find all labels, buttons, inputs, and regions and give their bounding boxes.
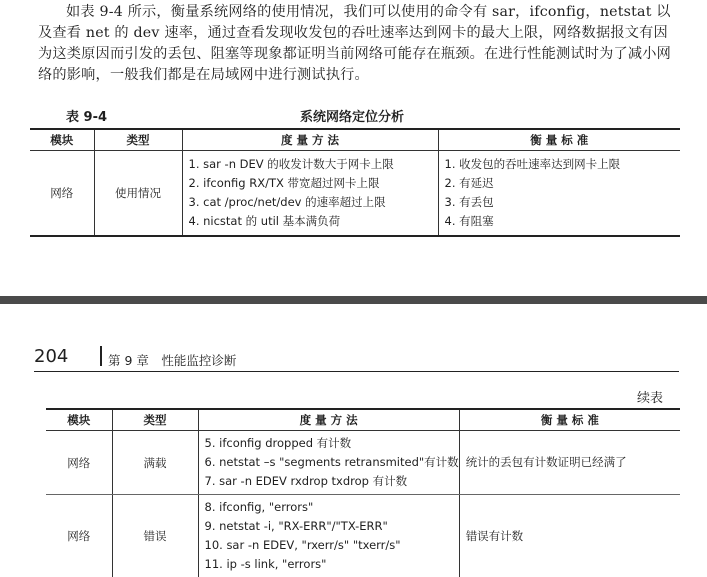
network-analysis-table	[30, 128, 680, 237]
standard-item: 1. 收发包的吞吐速率达到网卡上限	[439, 155, 681, 174]
chapter-title: 第 9 章 性能监控诊断	[108, 351, 236, 369]
page-divider	[0, 296, 707, 304]
method-item: 3. cat /proc/net/dev 的速率超过上限	[183, 193, 438, 212]
method-item: 6. netstat –s "segments retransmited"有计数	[199, 453, 459, 472]
cell-methods	[198, 495, 459, 577]
standard-text: 统计的丢包有计数证明已经满了	[460, 453, 680, 472]
method-item: 10. sar -n EDEV, "rxerr/s" "txerr/s"	[199, 536, 459, 555]
method-item: 2. ifconfig RX/TX 带宽超过网卡上限	[183, 174, 438, 193]
table-header-row	[30, 129, 680, 151]
table-label: 表 9-4	[66, 106, 107, 125]
header-type: 类型	[94, 129, 182, 151]
cell-standard	[459, 495, 680, 577]
table-header-row	[46, 409, 680, 431]
method-item: 11. ip -s link, "errors"	[199, 555, 459, 574]
method-item: 1. sar -n DEV 的收发计数大于网卡上限	[183, 155, 438, 174]
cell-module: 网络	[46, 495, 112, 577]
header-rule	[34, 371, 679, 372]
cell-methods	[198, 431, 459, 495]
cell-type: 使用情况	[94, 151, 182, 237]
header-standard: 衡 量 标 准	[438, 129, 680, 151]
page-number: 204	[34, 346, 68, 367]
standard-item: 4. 有阻塞	[439, 212, 681, 231]
table-title: 系统网络定位分析	[300, 106, 404, 125]
method-item: 5. ifconfig dropped 有计数	[199, 434, 459, 453]
header-type: 类型	[112, 409, 198, 431]
table-row	[30, 151, 680, 237]
method-item: 4. nicstat 的 util 基本满负荷	[183, 212, 438, 231]
network-analysis-table-continued	[46, 408, 680, 577]
header-module: 模块	[46, 409, 112, 431]
header-method: 度 量 方 法	[198, 409, 459, 431]
table-row	[46, 431, 680, 495]
method-item: 8. ifconfig, "errors"	[199, 498, 459, 517]
cell-standard	[459, 431, 680, 495]
header-standard: 衡 量 标 准	[459, 409, 680, 431]
paragraph-text: 如表 9-4 所示，衡量系统网络的使用情况，我们可以使用的命令有 sar，ifconfig，netstat 以及查看 net 的 dev 速率，通过查看发现收发包的吞吐速率达到网卡的最大上限，网络数据报文有因为这类原因而引发的丢包、阻塞等现象都证明当前网络可能存在瓶颈。在进行性能测试时为了减小网络的影响，一般我们都是在局域网中进行测试执行。	[38, 2, 678, 86]
standard-text: 错误有计数	[460, 527, 680, 546]
continued-label: 续表	[637, 387, 663, 406]
header-module: 模块	[30, 129, 94, 151]
table-row	[46, 495, 680, 577]
cell-standards	[438, 151, 680, 237]
header-method: 度 量 方 法	[182, 129, 438, 151]
standard-item: 2. 有延迟	[439, 174, 681, 193]
method-item: 7. sar -n EDEV rxdrop txdrop 有计数	[199, 472, 459, 491]
standard-item: 3. 有丢包	[439, 193, 681, 212]
cell-module: 网络	[46, 431, 112, 495]
cell-type: 错误	[112, 495, 198, 577]
body-paragraph	[38, 2, 678, 86]
cell-module: 网络	[30, 151, 94, 237]
method-item: 9. netstat -i, "RX-ERR"/"TX-ERR"	[199, 517, 459, 536]
cell-type: 满载	[112, 431, 198, 495]
header-separator	[100, 346, 102, 366]
cell-methods	[182, 151, 438, 237]
